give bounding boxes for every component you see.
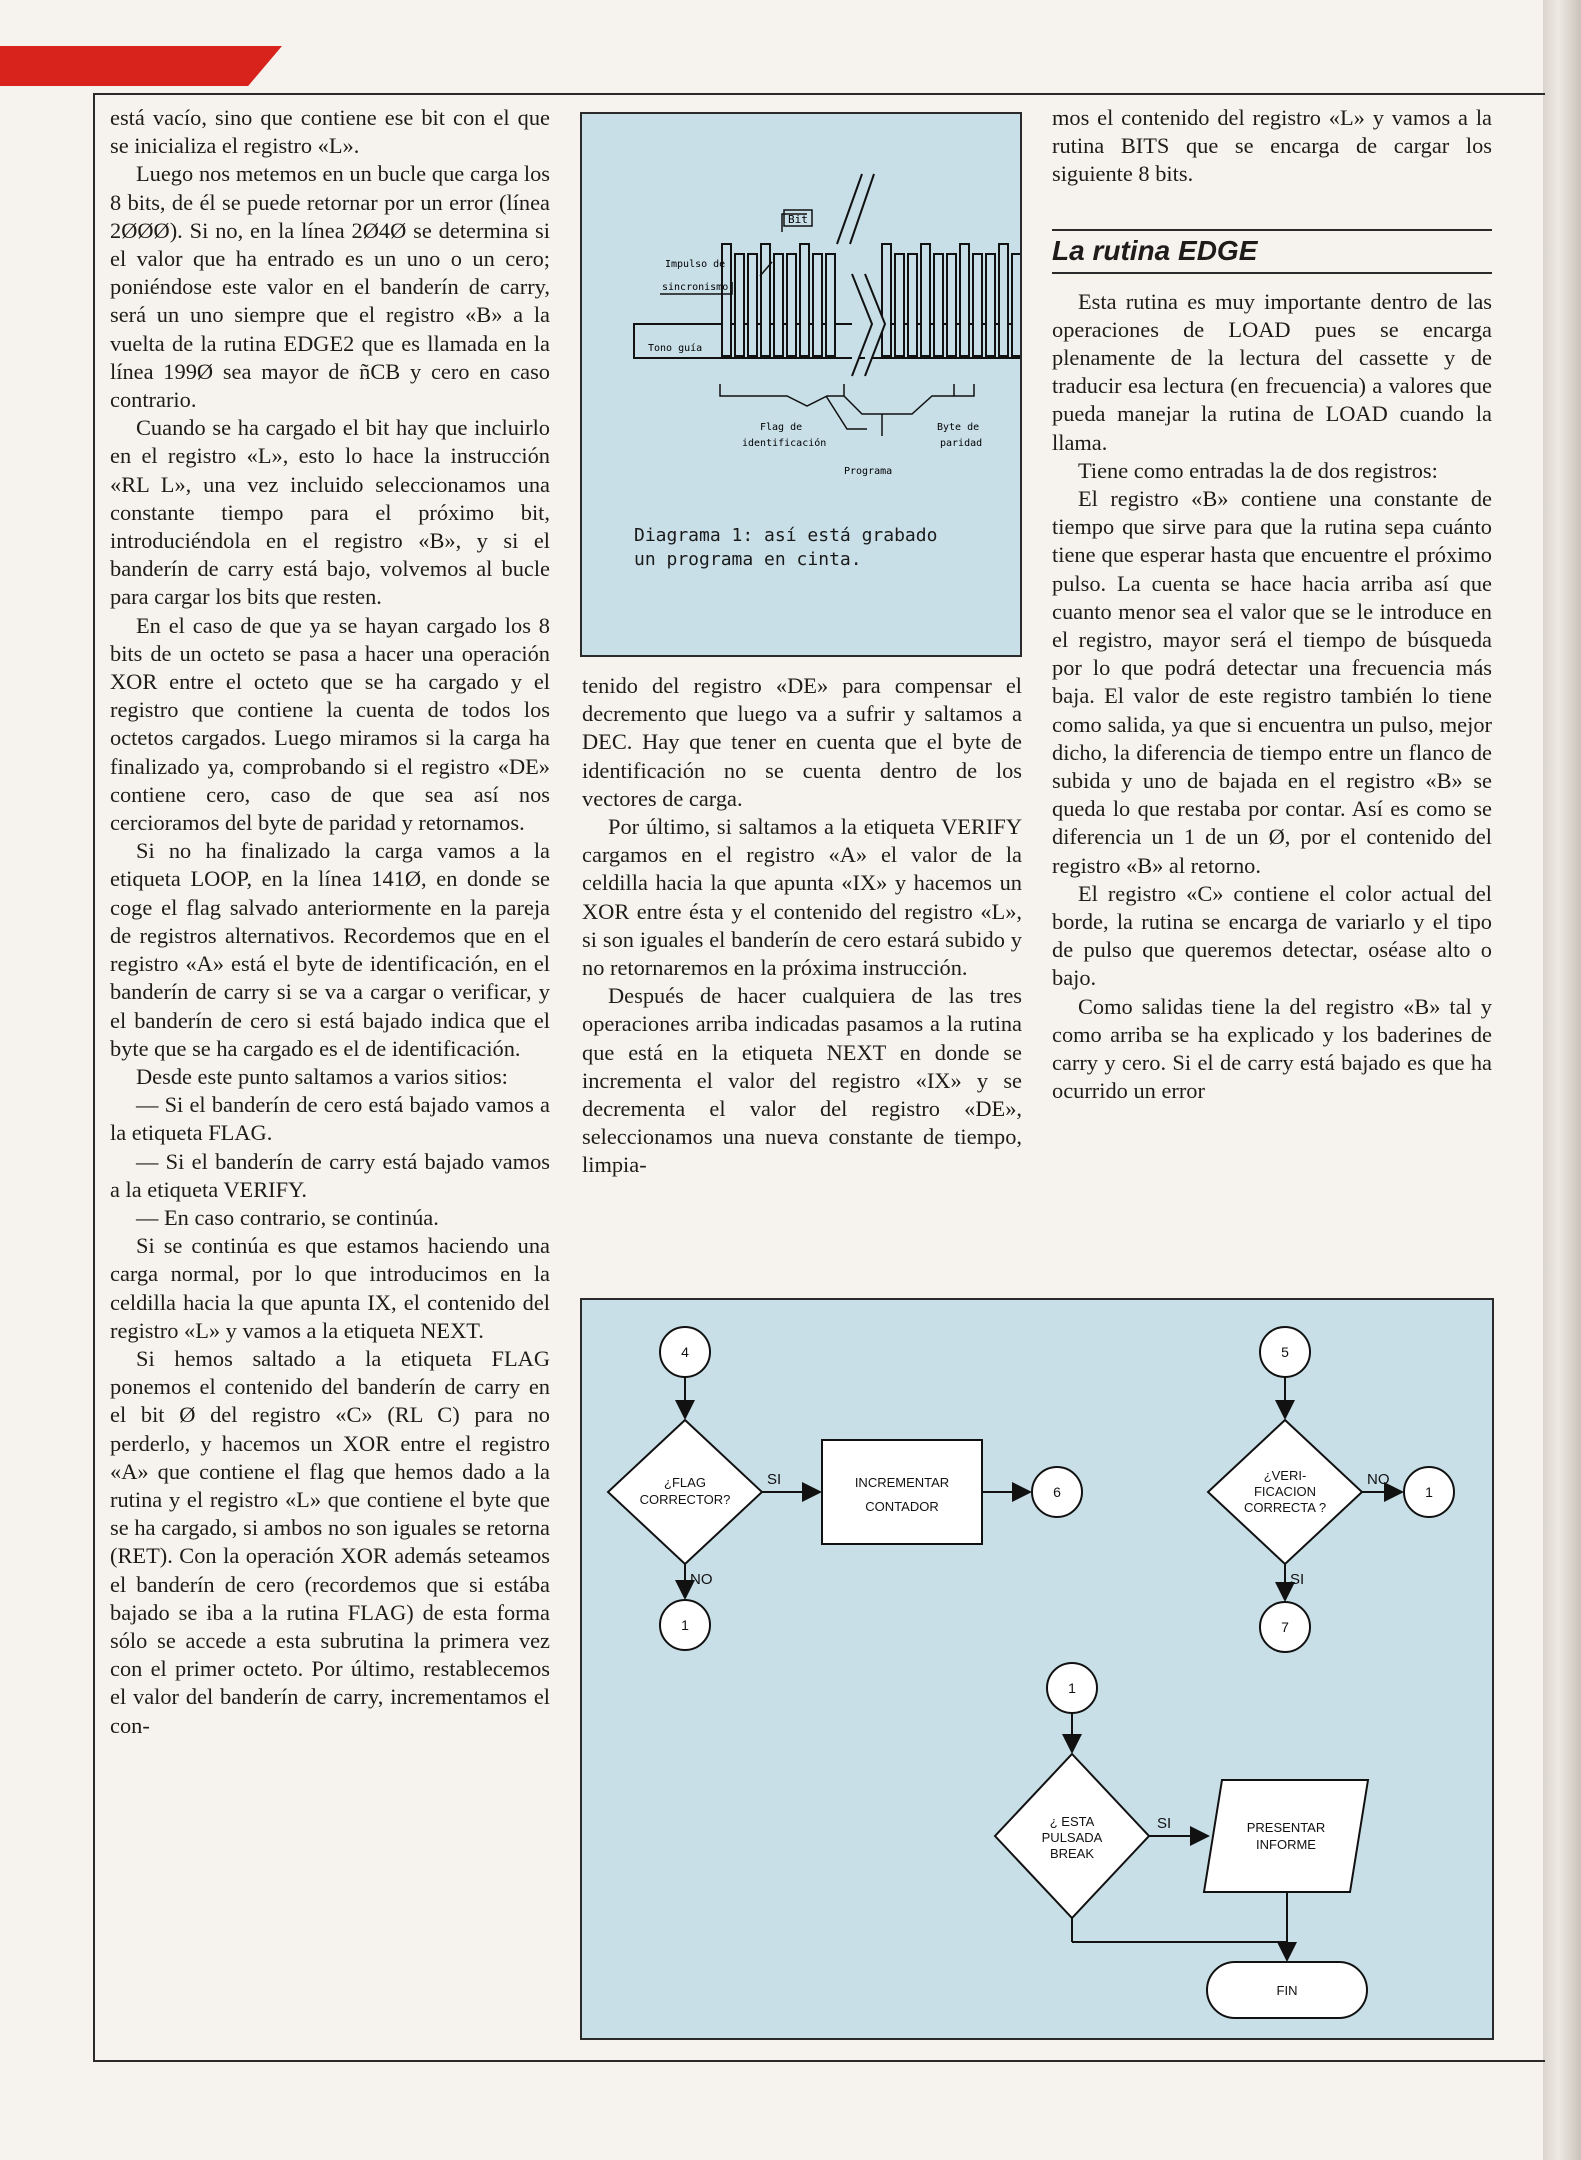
flowchart [580,1298,1494,2040]
parity-label-1: Byte de [937,422,980,433]
flag-label-2: identificación [742,438,827,449]
tone-label: Tono guía [648,343,703,354]
sync-label-1: Impulso de [665,259,726,270]
section-heading: La rutina EDGE [1052,229,1492,274]
paragraph: Luego nos metemos en un bucle que carga los 8 bits, de él se puede retornar por un error (línea 2ØØØ). Si no, en la línea 2Ø4Ø se determina si el valor que ha entrado es un uno o un cero; poniéndose este valor en el banderín de carry, será un uno siempre que el registro «B» a la vuelta de la rutina EDGE2 que es llamada en la línea 199Ø sea mayor de ñCB y cero en caso contrario. [110,161,550,413]
verify-yes-label: SI [1290,1571,1305,1588]
paragraph: El registro «C» contiene el color actual del borde, la rutina se encarga de variarlo y el tipo de pulso que queremos detectar, oséase alto o bajo. [1052,880,1492,991]
pulse [960,244,969,356]
flowchart-graphic [582,1300,1492,2038]
pulse [947,254,956,356]
column3-body [1052,288,1492,1106]
paragraph: El registro «B» contiene una constante de tiempo que sirve para que la rutina sepa cuánto tiene que esperar hasta que encuentre el próximo pulso. La cuenta se hace hacia arriba así que cuanto menor sea el valor que se le introduce en el registro, mayor será el tiempo de búsqueda por lo que podrá detectar una frecuencia más baja. El valor de este registro también lo tiene como salida, ya que si encuentra un pulso, mejor dicho, la diferencia de tiempo entre un flanco de subida y uno de bajada en el registro «B» se queda lo que restaba por contar. Así es como se diferencia un 1 de un Ø, por el contenido del registro «B» al retorno. [1052,486,1492,878]
paragraph: Si hemos saltado a la etiqueta FLAG ponemos el contenido del banderín de carry en el bit Ø del registro «C» (RL C) para no perderlo, y hacemos un XOR entre el registro «A» que contiene el flag que hemos dado a la rutina y el registro «L» que contiene el byte que se ha cargado, si ambos no son iguales se retorna (RET). Con la operación XOR además seteamos el banderín de cero (recordemos que si estába bajado se iba a la rutina FLAG) de esta forma sólo se accede a esta subrutina la primera vez con el primer octeto. Por último, restablecemos el valor del banderín de carry, incrementamos el con- [110,1345,550,1738]
pulse [999,244,1008,356]
increment-line1: INCREMENTAR [854,1475,950,1490]
page-edge-shadow [1543,0,1581,2160]
break-line3: BREAK [1049,1846,1095,1861]
tape-diagram-graphic [582,114,1020,514]
paragraph: está vacío, sino que contiene ese bit con el que se inicializa el registro «L». [110,105,550,159]
pulse [908,254,917,356]
flag-no-label: NO [690,1571,713,1588]
verify-line3: CORRECTA ? [1243,1500,1327,1515]
pulse [895,254,904,356]
pulse [826,254,835,356]
paragraph: Después de hacer cualquiera de las tres operaciones arriba indicadas pasamos a la rutina que está en la etiqueta NEXT en donde se incrementa el valor del registro «IX» y se decrementa el valor del registro «DE», seleccionamos una nueva constante de tiempo, limpia- [582,983,1022,1178]
text-column-2 [582,672,1022,1180]
pulse [787,254,796,356]
tape-diagram [580,112,1022,657]
pulse [774,254,783,356]
flag-decision-line2: CORRECTOR? [639,1492,731,1507]
pulse [761,244,770,356]
pulse [921,244,930,356]
present-report-box [1204,1780,1368,1892]
paragraph: Por último, si saltamos a la etiqueta VERIFY cargamos en el registro «A» el valor de la celdilla hacia la que apunta «IX» y hacemos un XOR entre ésta y el contenido del registro «L», si son iguales el banderín de cero estará subido y no retornaremos en la próxima instrucción. [582,814,1022,981]
caption-line-1: Diagrama 1: así está grabado [634,525,938,546]
end-label: FIN [1276,1983,1298,1998]
pulse [748,254,757,356]
verify-line1: ¿VERI- [1263,1468,1307,1483]
verify-no-label: NO [1367,1471,1390,1488]
paragraph: Cuando se ha cargado el bit hay que incluirlo en el registro «L», esto lo hace la instrucción «RL L», una vez incluido seleccionamos una constante tiempo para el próximo bit, introduciéndola en el registro «B», y si el banderín de carry está bajo, volvemos al bucle para cargar los bits que resten. [110,415,550,610]
report-line2: INFORME [1256,1837,1316,1852]
increment-counter-box [822,1440,982,1544]
paragraph: — Si el banderín de cero está bajado vamos a la etiqueta FLAG. [110,1092,550,1146]
pulse [986,254,995,356]
connector-7-label: 7 [1281,1619,1289,1635]
connector-5-label: 5 [1281,1344,1289,1360]
sync-label-2: sincronismo [662,282,729,293]
parity-label-2: paridad [940,438,983,449]
paragraph: — Si el banderín de carry está bajado vamos a la etiqueta VERIFY. [110,1148,550,1202]
paragraph: Desde este punto saltamos a varios sitios: [136,1063,508,1089]
break-line1: ¿ ESTA [1049,1814,1095,1829]
paragraph: Si se continúa es que estamos haciendo una carga normal, por lo que introducimos en la celdilla hacia la que apunta IX, el contenido del registro «L» y vamos a la etiqueta NEXT. [110,1233,550,1343]
break-line2: PULSADA [1041,1830,1103,1845]
column3-intro: mos el contenido del registro «L» y vamos a la rutina BITS que se encarga de cargar los siguiente 8 bits. [1052,105,1492,187]
report-line1: PRESENTAR [1246,1820,1326,1835]
increment-line2: CONTADOR [865,1499,939,1514]
pulse [1012,254,1020,356]
connector-6-label: 6 [1053,1484,1061,1500]
paragraph: Como salidas tiene la del registro «B» tal y como arriba se ha explicado y los baderines de carry y cero. Si el de carry está bajado es que ha ocurrido un error [1052,993,1492,1104]
paragraph: Esta rutina es muy importante dentro de las operaciones de LOAD pues se encarga plenamente de la lectura del cassette y de traducir esa lectura (en frecuencia) a valores que pueda manejar la rutina de LOAD cuando la llama. [1052,288,1492,455]
connector-1a-label: 1 [681,1617,689,1633]
pulse [882,244,891,356]
pulse [735,254,744,356]
caption-line-2: un programa en cinta. [634,549,862,570]
text-column-1 [110,104,550,1740]
program-label: Programa [844,466,893,477]
pulse [934,254,943,356]
flag-label-1: Flag de [760,422,803,433]
paragraph: En el caso de que ya se hayan cargado los 8 bits de un octeto se pasa a hacer una operación XOR entre el octeto que se ha cargado y el registro que contiene la cuenta de todos los octetos cargados. Luego miramos si la carga ha finalizado ya, comprobando si el registro «DE» contiene cero, caso de que sea así nos cercioramos del byte de paridad y retornamos. [110,612,550,836]
paragraph: Si no ha finalizado la carga vamos a la etiqueta LOOP, en la línea 141Ø, en donde se coge el flag salvado anteriormente en la pareja de registros alternativos. Recordemos que en el registro «A» está el byte de identificación, en el banderín de carry si se va a cargar o verificar, y el banderín de cero si está bajado indica que el byte que se ha cargado es el de identificación. [110,838,550,1061]
break-yes-label: SI [1157,1815,1172,1832]
connector-1b-label: 1 [1425,1484,1433,1500]
pulse [800,244,809,356]
flag-yes-label: SI [767,1471,782,1488]
paragraph: tenido del registro «DE» para compensar el decremento que luego va a sufrir y saltamos a DEC. Hay que tener en cuenta que el byte de identificación no se cuenta dentro de los vectores de carga. [582,673,1022,811]
diagram-caption [634,524,937,572]
pulse [973,254,982,356]
flag-decision-line1: ¿FLAG [664,1475,706,1490]
pulse [813,254,822,356]
paragraph: — En caso contrario, se continúa. [136,1204,439,1230]
verify-line2: FICACION [1253,1484,1317,1499]
bit-label: Bit [788,213,808,226]
paragraph: Tiene como entradas la de dos registros: [1078,457,1438,483]
connector-4-label: 4 [681,1344,689,1360]
connector-1c-label: 1 [1068,1680,1076,1696]
text-column-3 [1052,104,1492,1106]
red-corner-tab [0,46,282,86]
